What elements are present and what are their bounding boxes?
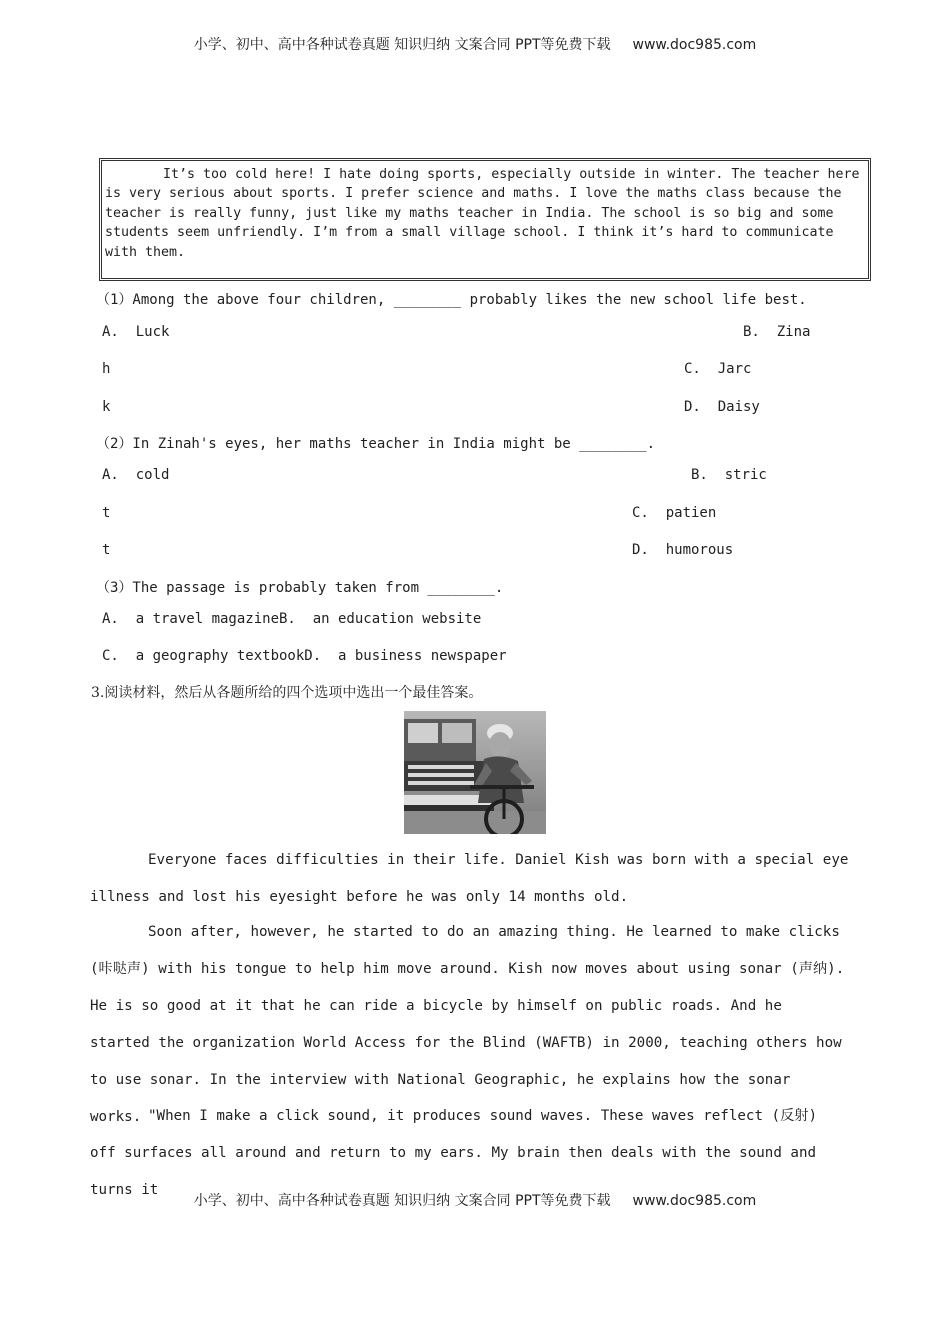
article-paragraph-1 bbox=[90, 842, 850, 916]
page-header bbox=[0, 34, 950, 54]
q3-options-ab[interactable]: A. a travel magazineB. an education website bbox=[102, 611, 482, 627]
header-site-link[interactable]: www.doc985.com bbox=[632, 37, 757, 53]
q1-option-b[interactable]: B. Zina bbox=[743, 324, 811, 340]
q2-option-b[interactable]: B. stric bbox=[691, 467, 767, 483]
cyclist-truck-image bbox=[404, 711, 546, 834]
q2-fragment-t2: t bbox=[102, 542, 111, 558]
footer-text: 小学、初中、高中各种试卷真题 知识归纳 文案合同 PPT等免费下载 bbox=[193, 1193, 611, 1209]
q2-fragment-t1: t bbox=[102, 505, 111, 521]
article-p2-text: Soon after, however, he started to do an amazing thing. He learned to make clicks (咔哒声) with his tongue to help him move around. Kish now moves about using sonar (声纳). He is so good at it that he can ride a bicycle by himself on public roads. And he started the organization World Access for the Blind (WAFTB) in 2000, teaching others how to use sonar. In the interview with National Geographic, he explains how the sonar works. bbox=[90, 924, 845, 1125]
q1-option-c[interactable]: C. Jarc bbox=[684, 361, 752, 377]
header-text: 小学、初中、高中各种试卷真题 知识归纳 文案合同 PPT等免费下载 bbox=[193, 37, 611, 53]
q3-stem: （3）The passage is probably taken from ________. bbox=[96, 580, 504, 596]
passage-body: It’s too cold here! I hate doing sports, especially outside in winter. The teacher here is very serious about sports. I prefer science and maths. I love the maths class because the teacher is really funny, just like my maths teacher in India. The school is so big and some students seem unfriendly. I’m from a small village school. I think it’s hard to communicate with them. bbox=[105, 167, 860, 260]
q3-options-cd[interactable]: C. a geography textbookD. a business newspaper bbox=[102, 648, 507, 664]
q1-option-d[interactable]: D. Daisy bbox=[684, 399, 760, 415]
article-p3-text: "When I make a click sound, it produces sound waves. These waves reflect (反射) off surfaces all around and return to my ears. My brain then deals with the sound and turns it bbox=[90, 1108, 817, 1198]
q1-fragment-k: k bbox=[102, 399, 111, 415]
q2-option-d[interactable]: D. humorous bbox=[632, 542, 734, 558]
q2-option-c[interactable]: C. patien bbox=[632, 505, 717, 521]
q1-option-a[interactable]: A. Luck bbox=[102, 324, 170, 340]
q2-stem: （2）In Zinah's eyes, her maths teacher in India might be ________. bbox=[96, 436, 656, 452]
passage-text bbox=[102, 161, 868, 262]
cyclist-photo bbox=[404, 711, 546, 834]
footer-site-link[interactable]: www.doc985.com bbox=[632, 1193, 757, 1209]
article-p1-text: Everyone faces difficulties in their life. Daniel Kish was born with a special eye illness and lost his eyesight before he was only 14 months old. bbox=[90, 852, 849, 905]
passage-box bbox=[99, 158, 871, 281]
q2-option-a[interactable]: A. cold bbox=[102, 467, 170, 483]
q1-stem: （1）Among the above four children, ________ probably likes the new school life best. bbox=[96, 292, 807, 308]
q1-fragment-h: h bbox=[102, 361, 111, 377]
page-footer bbox=[0, 1190, 950, 1210]
section3-title: 3.阅读材料，然后从各题所给的四个选项中选出一个最佳答案。 bbox=[91, 685, 483, 701]
